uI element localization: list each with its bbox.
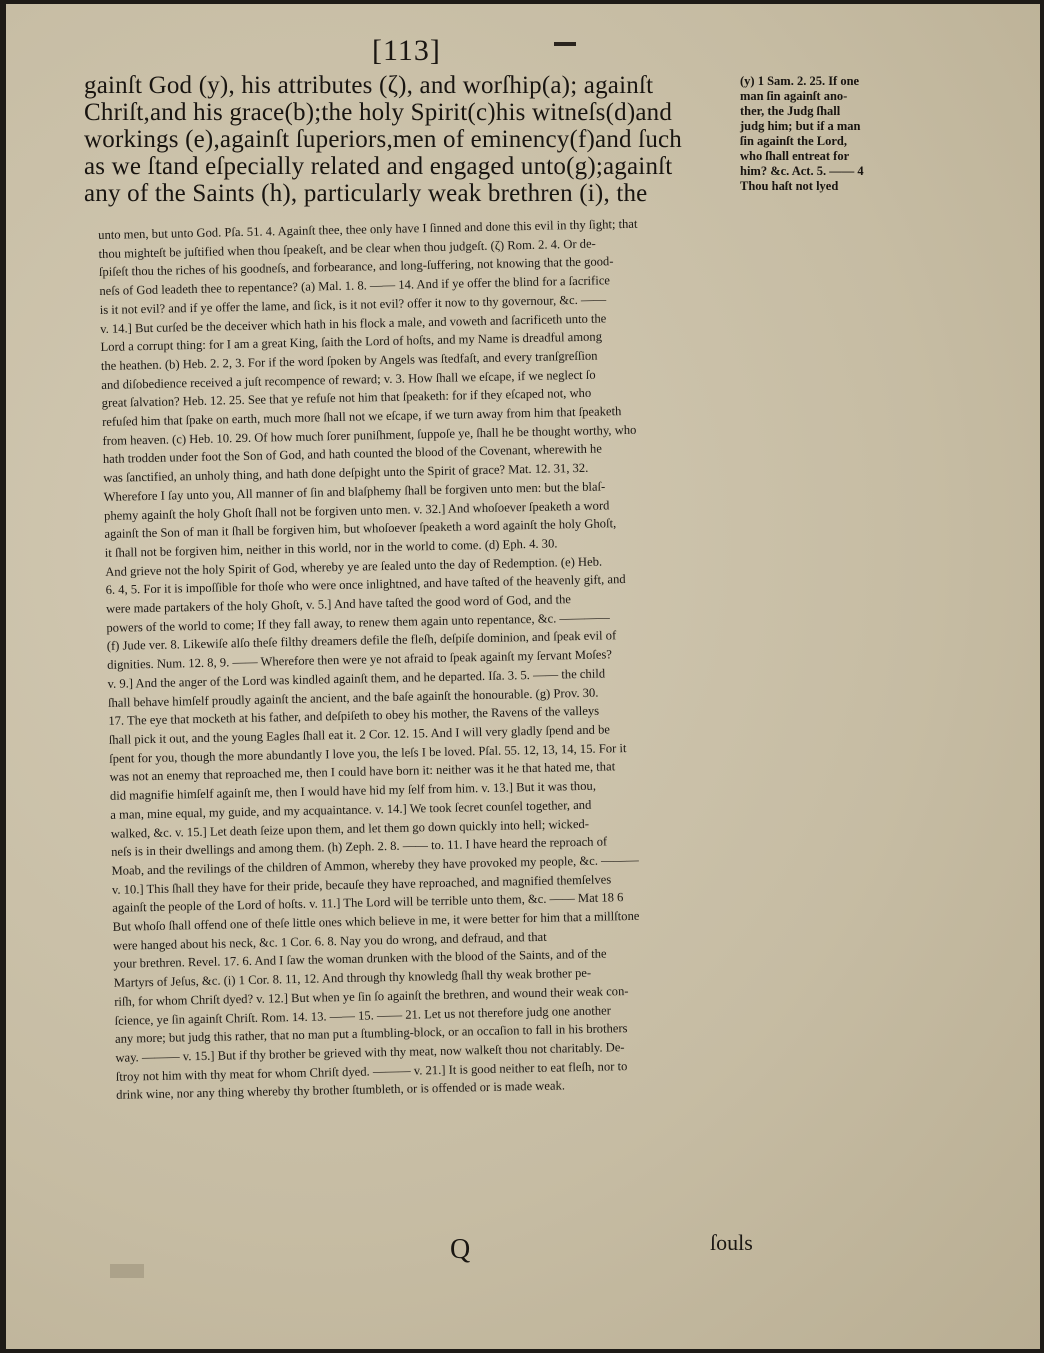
margin-note-line: who ſhall entreat for (740, 149, 850, 163)
margin-note-line: ſin againſt the Lord, (740, 134, 847, 148)
quotation-line: refuſed him that ſpake on earth, much more ſhall not we eſcape, if we turn away from him that ſpeaketh (101, 404, 622, 429)
quotation-line: 17. The eye that mocketh at his father, and deſpiſeth to obey his mother, the Ravens of the valleys (108, 703, 600, 729)
signature-mark: Q (450, 1234, 471, 1265)
margin-note-line: him? &c. Act. 5. —— 4 (740, 164, 864, 178)
quotation-line: were made partakers of the holy Ghoſt, v. 5.] And have taſted the good word of God, and the (105, 592, 572, 616)
quotation-line: ſhall pick it out, and the young Eagles ſhall eat it. 2 Cor. 12. 15. And I will very gladly ſpend and be (108, 722, 611, 747)
quotation-line: thou mighteſt be juſtified when thou ſpeakeſt, and be clear when thou judgeſt. (ζ) Rom. 2. 4. Or de- (98, 236, 596, 261)
quotation-line: v. 10.] This ſhall they have for their pride, becauſe they have reproached, and magnified themſelves (111, 872, 612, 897)
main-text-line: Chriſt,and his grace(b);the holy Spirit(c)his witneſs(d)and (84, 99, 673, 126)
quotation-line: dignities. Num. 12. 8, 9. —— Wherefore then were ye not afraid to ſpeak againſt my ſervant Moſes? (107, 647, 613, 673)
quotation-line: walked, &c. v. 15.] Let death ſeize upon them, and let them go down quickly into hell; wicked- (110, 816, 590, 841)
quotation-line: ſcience, ye ſin againſt Chriſt. Rom. 14. 13. —— 15. —— 21. Let us not therefore judg one another (114, 1002, 611, 1028)
quotation-line: a man, mine equal, my guide, and my acquaintance. v. 14.] We took ſecret counſel together, and (110, 797, 592, 822)
margin-note (740, 74, 940, 194)
scripture-quotations (98, 208, 964, 1105)
quotation-line: riſh, for whom Chriſt dyed? v. 12.] But when ye ſin ſo againſt the brethren, and wound their weak con- (114, 983, 629, 1009)
quotation-line: Wherefore I ſay unto you, All manner of ſin and blaſphemy ſhall be forgiven unto men: but the blaſ- (103, 479, 606, 504)
page-number: [113] (372, 34, 441, 67)
header-rule (554, 42, 576, 46)
quotation-line: againſt the Son of man it ſhall be forgiven him, but whoſoever ſpeaketh a word againſt the holy Ghoſt, (104, 516, 617, 542)
quotation-line: your brethren. Revel. 17. 6. And I ſaw the woman drunken with the blood of the Saints, and of the (113, 946, 607, 972)
quotation-line: the heathen. (b) Heb. 2. 2, 3. For if the word ſpoken by Angels was ſtedfaſt, and every tranſgreſſion (100, 348, 598, 373)
quotation-line: neſs of God leadeth thee to repentance? (a) Mal. 1. 8. —— 14. And if ye offer the blind for a ſacrifice (99, 273, 611, 299)
quotation-line: from heaven. (c) Heb. 10. 29. Of how much ſorer puniſhment, ſuppoſe ye, ſhall he be thought worthy, who (102, 422, 637, 448)
catchword: ſouls (710, 1230, 753, 1255)
quotation-line: But whoſo ſhall offend one of theſe little ones which believe in me, it were better for him that a millſtone (112, 908, 640, 934)
quotation-line: v. 14.] But curſed be the deceiver which hath in his flock a male, and voweth and ſacrificeth unto the (100, 310, 607, 336)
quotation-line: and diſobedience received a juſt recompence of reward; v. 3. How ſhall we eſcape, if we neglect ſo (101, 367, 596, 392)
margin-note-line: Thou haſt not lyed (740, 179, 839, 193)
quotation-line: it ſhall not be forgiven him, neither in this world, nor in the world to come. (d) Eph. 4. 30. (104, 536, 558, 560)
quotation-line: way. ——— v. 15.] But if thy brother be grieved with thy meat, now walkeſt thou not charitably. De- (115, 1040, 625, 1065)
main-text-line: gainſt God (y), his attributes (ζ), and worſhip(a); againſt (84, 72, 654, 99)
quotation-line: phemy againſt the holy Ghoſt ſhall not be forgiven unto men. v. 32.] And whoſoever ſpeaketh a word (103, 497, 610, 523)
quotation-line: v. 9.] And the anger of the Lord was kindled againſt them, and he departed. Iſa. 3. 5. —— the child (107, 666, 606, 691)
quotation-line: 6. 4, 5. For it is impoſſible for thoſe who were once inlightned, and have taſted of the heavenly gift, and (105, 572, 626, 598)
margin-note-line: judg him; but if a man (740, 119, 861, 133)
quotation-line: great ſalvation? Heb. 12. 25. See that ye refuſe not him that ſpeaketh: for if they eſcaped not, who (101, 386, 592, 411)
quotation-line: Moab, and the revilings of the children of Ammon, whereby they have provoked my people, &c. ——— (111, 852, 639, 878)
quotation-line: drink wine, nor any thing whereby thy brother ſtumbleth, or is offended or is made weak. (116, 1078, 566, 1103)
quotation-line: Martyrs of Jeſus, &c. (i) 1 Cor. 8. 11, 12. And through thy knowledg ſhall thy weak brother pe- (113, 965, 592, 990)
quotation-line: any more; but judg this rather, that no man put a ſtumbling-block, or an occaſion to fall in his brothers (114, 1021, 628, 1047)
quotation-line: was ſanctified, an unholy thing, and hath done deſpight unto the Spirit of grace? Mat. 12. 31, 32. (103, 460, 589, 486)
quotation-line: ſtroy not him with thy meat for whom Chriſt dyed. ——— v. 21.] It is good neither to eat fleſh, nor to (115, 1058, 628, 1084)
quotation-line: did magnifie himſelf againſt me, then I would have hid my ſelf from him. v. 13.] But it was thou, (109, 778, 597, 803)
quotation-line: And grieve not the holy Spirit of God, whereby ye are ſealed unto the day of Redemption. (e) Heb. (105, 554, 603, 579)
quotation-line: was not an enemy that reproached me, then I could have born it: neither was it he that hated me, that (109, 759, 616, 785)
quotation-line: is it not evil? and if ye offer the lame, and ſick, is it not evil? offer it now to thy governour, &c. —— (99, 292, 607, 317)
quotation-line: hath trodden under foot the Son of God, and hath counted the blood of the Covenant, wherewith he (102, 441, 603, 467)
quotation-line: powers of the world to come; If they fall away, to renew them again unto repentance, &c. ———— (106, 610, 610, 635)
main-text-line: any of the Saints (h), particularly weak brethren (i), the (84, 180, 648, 207)
quotation-line: were hanged about his neck, &c. 1 Cor. 6. 8. Nay you do wrong, and defraud, and that (112, 929, 547, 953)
margin-note-line: man ſin againſt ano- (740, 89, 848, 103)
main-text-block (84, 72, 739, 207)
quotation-line: Lord a corrupt thing: for I am a great King, ſaith the Lord of hoſts, and my Name is dreadful among (100, 329, 603, 355)
ink-smudge (110, 1264, 144, 1278)
quotation-line: (f) Jude ver. 8. Likewiſe alſo theſe filthy dreamers defile the fleſh, deſpiſe dominion, and ſpeak evil of (106, 628, 617, 654)
quotation-line: ſpent for you, though the more abundantly I love you, the leſs I be loved. Pſal. 55. 12, 13, 14, 15. For it (109, 740, 627, 766)
margin-note-line: ther, the Judg ſhall (740, 104, 841, 118)
main-text-line: workings (e),againſt ſuperiors,men of eminency(f)and ſuch (84, 126, 683, 153)
quotation-line: neſs is in their dwellings and among them. (h) Zeph. 2. 8. —— to. 11. I have heard the reproach of (110, 834, 608, 860)
quotation-line: ſhall behave himſelf proudly againſt the ancient, and the baſe againſt the honourable. (g) Prov. 30. (107, 685, 599, 710)
quotation-line: againſt the people of the Lord of hoſts. v. 11.] The Lord will be terrible unto them, &c. —— Mat 18 6 (112, 890, 624, 916)
quotation-line: ſpiſeſt thou the riches of his goodneſs, and forbearance, and long-ſuffering, not knowing that the good- (98, 254, 614, 280)
page-header (6, 34, 1040, 74)
margin-note-line: (y) 1 Sam. 2. 25. If one (740, 74, 860, 88)
quotation-line: unto men, but unto God. Pſa. 51. 4. Againſt thee, thee only have I ſinned and done this evil in thy ſight; that (98, 216, 638, 242)
main-text-line: as we ſtand eſpecially related and engaged unto(g);againſt (84, 153, 673, 180)
book-page (6, 4, 1040, 1349)
